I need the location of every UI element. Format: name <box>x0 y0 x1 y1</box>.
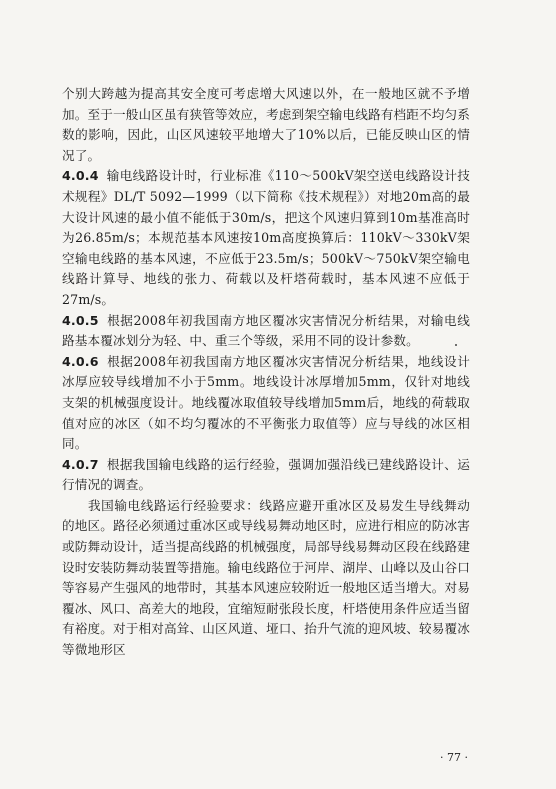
print-speck <box>455 344 457 346</box>
clause-text: 根据2008年初我国南方地区覆冰灾害情况分析结果，对输电线路基本覆冰划分为轻、中、重三个等级，采用不同的设计参数。 <box>62 312 470 349</box>
clause-text: 根据2008年初我国南方地区覆冰灾害情况分析结果，地线设计冰厚应较导线增加不小于5mm。地线设计冰厚增加5mm，仅针对地线支架的机械强度设计。地线覆冰取值较导线增加5mm后，地线的荷载取值对应的冰区（如不均匀覆冰的不平衡张力取值等）应与导线的冰区相同。 <box>62 353 470 452</box>
paragraph-continuation <box>62 84 470 166</box>
paragraph-operating-experience <box>62 496 470 661</box>
clause-4-0-5 <box>62 311 470 352</box>
clause-text: 输电线路设计时，行业标准《110～500kV架空送电线路设计技术规程》DL/T 5092—1999（以下简称《技术规程》）对地20m高的最大设计风速的最小值不能低于30m/s，把这个风速归算到10m基准高时为26.85m/s；本规范基本风速按10m高度换算后：110kV～330kV架空输电线路的基本风速，不应低于23.5m/s；500kV～750kV架空输电线路计算导、地线的张力、荷载以及杆塔荷载时，基本风速不应低于27m/s。 <box>62 168 470 307</box>
clause-4-0-6 <box>62 352 470 455</box>
clause-4-0-4 <box>62 166 470 310</box>
page-number: · 77 · <box>440 751 468 764</box>
clause-4-0-7 <box>62 455 470 496</box>
document-body <box>62 84 470 661</box>
clause-text: 根据我国输电线路的运行经验，强调加强沿线已建线路设计、运行情况的调查。 <box>62 456 470 493</box>
clause-number: 4.0.4 <box>62 168 99 184</box>
clause-number: 4.0.7 <box>62 456 99 472</box>
paragraph-text: 我国输电线路运行经验要求：线路应避开重冰区及易发生导线舞动的地区。路径必须通过重冰区或导线易舞动地区时，应进行相应的防冰害或防舞动设计，适当提高线路的机械强度，局部导线易舞动区段在线路建设时安装防舞动装置等措施。输电线路位于河岸、湖岸、山峰以及山谷口等容易产生强风的地带时，其基本风速应较附近一般地区适当增大。对易覆冰、风口、高差大的地段，宜缩短耐张段长度，杆塔使用条件应适当留有裕度。对于相对高耸、山区风道、垭口、抬升气流的迎风坡、较易覆冰等微地形区 <box>62 497 470 658</box>
paragraph-text: 个别大跨越为提高其安全度可考虑增大风速以外，在一般地区就不予增加。至于一般山区虽有狭管等效应，考虑到架空输电线路有档距不均匀系数的影响，因此，山区风速较平地增大了10%以后，已能反映山区的情况了。 <box>62 86 470 163</box>
clause-number: 4.0.5 <box>62 312 99 328</box>
clause-number: 4.0.6 <box>62 353 99 369</box>
